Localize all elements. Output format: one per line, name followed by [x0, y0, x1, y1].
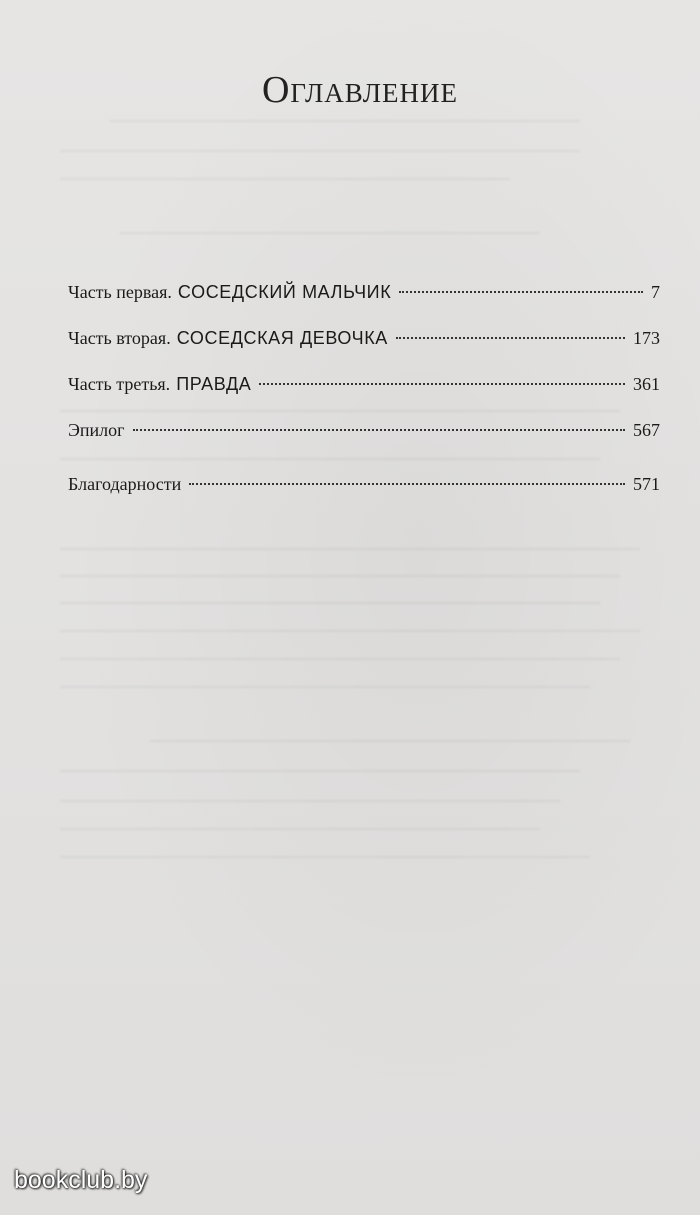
toc-page-number: 173 [633, 328, 660, 348]
toc-entry-part-2[interactable] [68, 328, 660, 360]
toc-entry-title: СОСЕДСКИЙ МАЛЬЧИК [177, 282, 392, 302]
dot-leader [399, 291, 643, 293]
bleed-through-line [60, 150, 580, 152]
site-watermark: bookclub.by [14, 1166, 148, 1194]
dot-leader [133, 429, 625, 431]
dot-leader [259, 383, 625, 385]
bleed-through-line [60, 658, 620, 660]
toc-entry-prefix: Часть третья. [68, 374, 171, 394]
toc-entry-label [68, 420, 125, 441]
toc-entry-prefix: Благодарности [68, 474, 182, 494]
table-of-contents [68, 282, 660, 520]
bleed-through-line [60, 602, 600, 604]
dot-leader [189, 483, 625, 485]
bleed-through-line [120, 232, 540, 234]
toc-page-number: 7 [651, 282, 660, 302]
bleed-through-line [60, 800, 560, 802]
toc-entry-epilogue[interactable] [68, 420, 660, 452]
toc-entry-prefix: Часть вторая. [68, 328, 171, 348]
toc-page-number: 361 [633, 374, 660, 394]
bleed-through-line [60, 548, 640, 550]
toc-page-number: 567 [633, 420, 660, 440]
toc-entry-part-3[interactable] [68, 374, 660, 406]
bleed-through-line [60, 630, 640, 632]
toc-page-number: 571 [633, 474, 660, 494]
bleed-through-line [150, 740, 630, 742]
bleed-through-line [60, 828, 540, 830]
bleed-through-line [110, 120, 580, 122]
bleed-through-line [60, 770, 580, 772]
toc-entry-label [68, 328, 388, 349]
page-title: Оглавление [261, 69, 459, 111]
bleed-through-line [60, 575, 620, 577]
bleed-through-line [60, 686, 590, 688]
dot-leader [396, 337, 625, 339]
toc-entry-acknowledgements[interactable] [68, 474, 660, 506]
bleed-through-line [60, 856, 590, 858]
toc-entry-part-1[interactable] [68, 282, 660, 314]
bleed-through-line [60, 178, 510, 180]
toc-entry-label [68, 374, 251, 395]
toc-entry-label [68, 282, 391, 303]
toc-entry-title: ПРАВДА [176, 374, 252, 394]
toc-entry-prefix: Эпилог [68, 420, 125, 440]
toc-entry-title: СОСЕДСКАЯ ДЕВОЧКА [176, 328, 388, 348]
toc-entry-label [68, 474, 181, 495]
toc-entry-prefix: Часть первая. [68, 282, 172, 302]
